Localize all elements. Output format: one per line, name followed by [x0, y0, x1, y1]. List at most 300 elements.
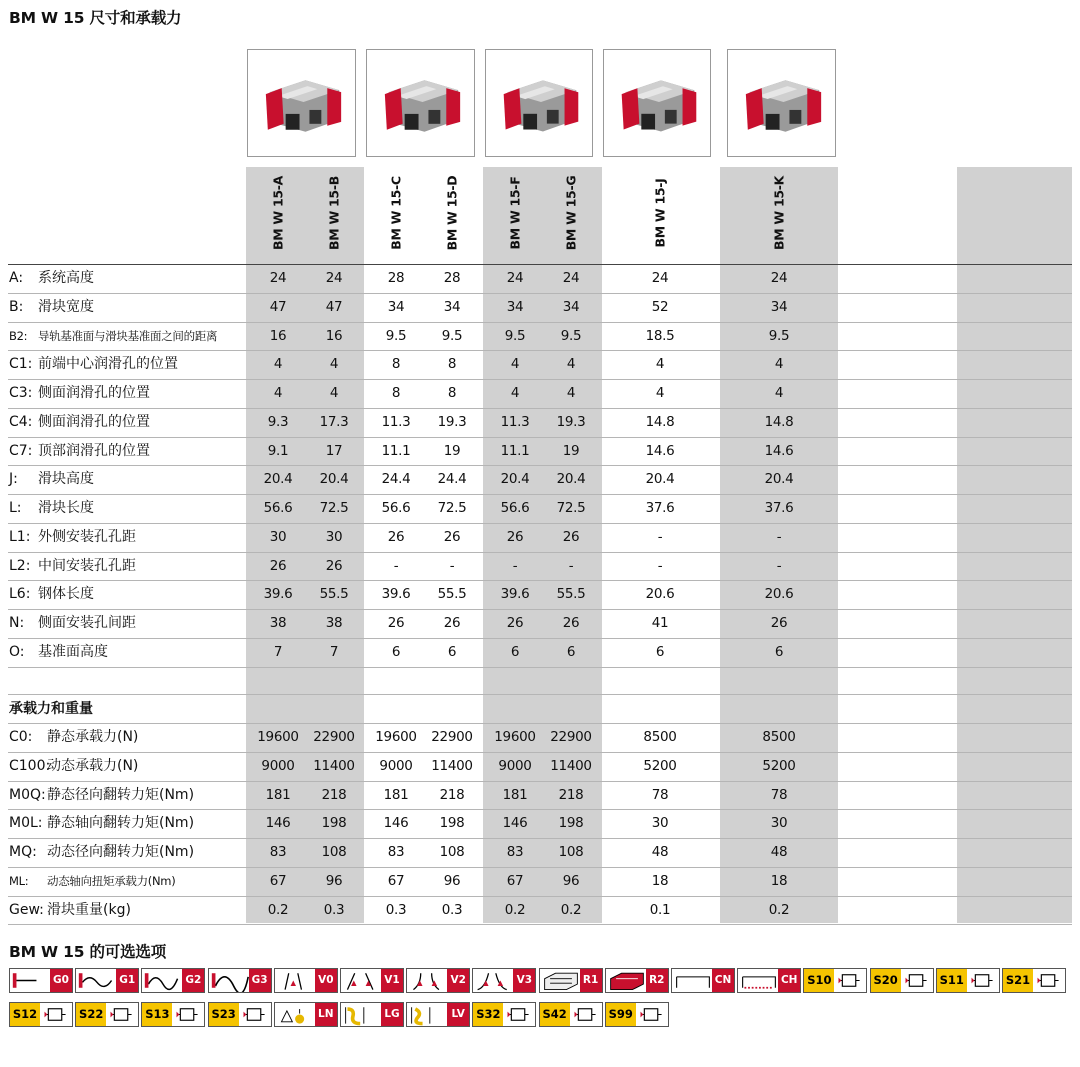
table-cell: 24.4 [437, 471, 467, 488]
table-cell: 17 [325, 442, 343, 459]
table-cell: 181 [383, 786, 409, 803]
table-cell: 20.6 [645, 586, 675, 603]
option-code: LN [315, 1003, 337, 1026]
table-cell: 72.5 [556, 500, 586, 516]
seal-icon [173, 1003, 203, 1026]
option-s21 [1002, 968, 1066, 993]
table-cell: 67 [387, 872, 405, 889]
table-cell: 56.6 [263, 500, 293, 516]
table-cell: 0.2 [504, 901, 526, 918]
row-code: C4: [9, 413, 33, 430]
row-code: L1: [9, 528, 31, 545]
option-symbol-icon [474, 969, 514, 992]
seal-icon [571, 1003, 601, 1026]
option-s10 [803, 968, 867, 993]
row-label [9, 752, 138, 780]
row-name: 顶部润滑孔的位置 [38, 442, 150, 459]
table-cell: 96 [443, 872, 461, 889]
table-cell: 24 [506, 270, 524, 286]
row-code: L6: [9, 586, 31, 603]
table-cell: 8500 [643, 729, 677, 745]
table-cell: 18 [651, 872, 669, 889]
table-cell: 18.5 [645, 327, 675, 344]
seal-icon [902, 969, 932, 992]
row-label [9, 867, 175, 895]
table-cell: 8500 [762, 729, 796, 745]
row-name: 外侧安装孔孔距 [38, 528, 136, 545]
option-s22 [75, 1002, 139, 1027]
table-cell: 22900 [313, 729, 355, 745]
linear-block-icon [248, 50, 357, 156]
table-cell: 8 [447, 356, 457, 373]
row-label [9, 838, 194, 866]
table-cell: 26 [506, 528, 524, 545]
table-cell: 19.3 [556, 413, 586, 430]
table-cell: 55.5 [437, 586, 467, 603]
linear-block-icon [486, 50, 594, 156]
option-v3 [472, 968, 536, 993]
row-label [9, 523, 136, 551]
option-symbol-icon [408, 969, 448, 992]
table-cell: 9.1 [267, 442, 289, 459]
table-cell: 38 [325, 615, 343, 631]
table-cell: 19600 [494, 729, 536, 745]
table-cell: 14.8 [645, 413, 675, 430]
option-symbol-icon [276, 1003, 316, 1026]
model-header [631, 168, 689, 258]
row-code: C1: [9, 356, 33, 373]
row-name: 前端中心润滑孔的位置 [38, 356, 178, 373]
row-code: N: [9, 615, 25, 631]
row-label [9, 781, 194, 809]
table-cell: 8 [391, 385, 401, 401]
row-code: C7: [9, 442, 33, 459]
option-code: R1 [580, 969, 602, 992]
table-cell: 37.6 [764, 500, 794, 516]
table-cell: 20.4 [263, 471, 293, 488]
table-cell: 8 [391, 356, 401, 373]
row-label [9, 580, 94, 608]
table-cell: 4 [273, 385, 283, 401]
model-header [423, 168, 481, 258]
table-cell: 4 [655, 356, 665, 373]
option-v1 [340, 968, 404, 993]
table-cell: 78 [651, 786, 669, 803]
table-cell: 0.2 [267, 901, 289, 918]
table-cell: 0.3 [385, 901, 407, 918]
row-name: 滑块重量(kg) [47, 901, 131, 918]
option-code: S23 [209, 1003, 239, 1026]
option-code: S32 [473, 1003, 503, 1026]
table-cell: 26 [562, 528, 580, 545]
table-cell: 0.3 [441, 901, 463, 918]
table-cell: 11.3 [381, 413, 411, 430]
model-label: BM W 15-D [444, 175, 460, 251]
option-v2 [406, 968, 470, 993]
table-cell: 30 [325, 528, 343, 545]
table-cell: 83 [269, 844, 287, 860]
table-cell: - [393, 557, 399, 574]
option-s99 [605, 1002, 669, 1027]
option-code: V2 [447, 969, 469, 992]
row-code: Gew: [9, 901, 44, 918]
model-label: BM W 15-G [563, 175, 579, 251]
table-cell: 19600 [257, 729, 299, 745]
row-label [9, 379, 150, 407]
table-cell: 14.6 [645, 442, 675, 459]
row-name: 动态轴向扭矩承载力(Nm) [47, 873, 176, 888]
option-symbol-icon [276, 969, 316, 992]
row-label [9, 896, 131, 924]
row-label [9, 809, 194, 837]
table-cell: 7 [273, 643, 283, 660]
row-label [9, 723, 138, 751]
row-code: C3: [9, 385, 33, 401]
table-cell: 26 [325, 557, 343, 574]
table-cell: 146 [265, 815, 291, 832]
option-s12 [9, 1002, 73, 1027]
row-name: 侧面润滑孔的位置 [38, 385, 150, 401]
table-cell: 96 [562, 872, 580, 889]
option-g3 [208, 968, 272, 993]
row-label [9, 408, 150, 436]
table-cell: 198 [321, 815, 347, 832]
table-cell: 22900 [431, 729, 473, 745]
table-cell: 17.3 [319, 413, 349, 430]
table-cell: 83 [387, 844, 405, 860]
row-code: M0Q: [9, 786, 46, 803]
row-name: 基准面高度 [38, 643, 108, 660]
option-code: LV [447, 1003, 469, 1026]
table-cell: 9000 [379, 757, 413, 774]
table-cell: 19600 [375, 729, 417, 745]
table-cell: 9000 [261, 757, 295, 774]
table-cell: - [657, 528, 663, 545]
table-cell: 67 [506, 872, 524, 889]
option-cn [671, 968, 735, 993]
model-label: BM W 15-F [507, 176, 523, 250]
table-cell: 37.6 [645, 500, 675, 516]
table-cell: 0.3 [323, 901, 345, 918]
option-code: S20 [871, 969, 901, 992]
table-cell: 78 [770, 786, 788, 803]
option-code: S21 [1003, 969, 1033, 992]
table-cell: 146 [502, 815, 528, 832]
table-cell: 108 [321, 844, 347, 860]
table-cell: 146 [383, 815, 409, 832]
row-label [9, 465, 94, 493]
table-cell: 9000 [498, 757, 532, 774]
row-label [9, 293, 94, 321]
table-cell: 47 [269, 298, 287, 315]
table-cell: 4 [774, 385, 784, 401]
model-label: BM W 15-A [270, 175, 286, 251]
option-code: G3 [249, 969, 271, 992]
model-header [249, 168, 307, 258]
seal-icon [835, 969, 865, 992]
table-cell: 218 [558, 786, 584, 803]
linear-block-icon [728, 50, 837, 156]
table-cell: 108 [558, 844, 584, 860]
table-cell: 72.5 [437, 500, 467, 516]
table-cell: 108 [439, 844, 465, 860]
table-cell: 24 [562, 270, 580, 286]
option-symbol-icon [77, 969, 117, 992]
table-cell: 24 [325, 270, 343, 286]
table-cell: 26 [443, 528, 461, 545]
table-cell: 30 [651, 815, 669, 832]
table-cell: 26 [269, 557, 287, 574]
table-cell: 9.3 [267, 413, 289, 430]
option-s23 [208, 1002, 272, 1027]
table-cell: 4 [273, 356, 283, 373]
table-cell: 6 [655, 643, 665, 660]
table-cell: 30 [770, 815, 788, 832]
option-code: S42 [540, 1003, 570, 1026]
option-lv [406, 1002, 470, 1027]
model-label: BM W 15-J [652, 178, 668, 248]
product-image-box [603, 49, 711, 157]
option-code: S12 [10, 1003, 40, 1026]
seal-icon [968, 969, 998, 992]
table-cell: 20.6 [764, 586, 794, 603]
page-title: BM W 15 尺寸和承载力 [9, 9, 182, 27]
table-cell: 4 [566, 356, 576, 373]
row-label [9, 609, 136, 637]
table-cell: 8 [447, 385, 457, 401]
table-cell: 28 [443, 270, 461, 286]
table-cell: 26 [443, 615, 461, 631]
option-s13 [141, 1002, 205, 1027]
model-header [305, 168, 363, 258]
table-cell: 11.1 [381, 442, 411, 459]
row-label [9, 552, 136, 580]
table-cell: 11.3 [500, 413, 530, 430]
table-cell: 6 [447, 643, 457, 660]
option-ln [274, 1002, 338, 1027]
row-name: 动态径向翻转力矩(Nm) [47, 844, 195, 860]
table-cell: 19 [562, 442, 580, 459]
table-cell: 218 [439, 786, 465, 803]
table-cell: 7 [329, 643, 339, 660]
row-label [9, 494, 94, 522]
option-code: LG [381, 1003, 403, 1026]
table-cell: 20.4 [764, 471, 794, 488]
table-cell: 20.4 [319, 471, 349, 488]
table-cell: 83 [506, 844, 524, 860]
model-header [542, 168, 600, 258]
option-symbol-icon [541, 969, 581, 992]
table-cell: 6 [510, 643, 520, 660]
table-cell: 39.6 [381, 586, 411, 603]
table-cell: 67 [269, 872, 287, 889]
table-cell: - [657, 557, 663, 574]
model-header [486, 168, 544, 258]
row-code: MQ: [9, 844, 37, 860]
table-cell: 22900 [550, 729, 592, 745]
table-cell: 20.4 [645, 471, 675, 488]
table-cell: 18 [770, 872, 788, 889]
row-name: 滑块宽度 [38, 298, 94, 315]
product-image-box [485, 49, 593, 157]
model-header [367, 168, 425, 258]
row-name: 系统高度 [38, 270, 94, 286]
linear-block-icon [604, 50, 712, 156]
table-cell: 52 [651, 298, 669, 315]
table-cell: 38 [269, 615, 287, 631]
option-code: G0 [50, 969, 72, 992]
row-code: O: [9, 643, 25, 660]
table-cell: 41 [651, 615, 669, 631]
option-g1 [75, 968, 139, 993]
row-name: 动态承载力(N) [47, 757, 139, 774]
option-code: G1 [116, 969, 138, 992]
option-symbol-icon [342, 969, 382, 992]
seal-icon [637, 1003, 667, 1026]
table-cell: 9.5 [560, 327, 582, 344]
table-cell: 14.6 [764, 442, 794, 459]
option-g0 [9, 968, 73, 993]
row-name: 静态承载力(N) [47, 729, 139, 745]
row-divider [8, 694, 1072, 695]
option-code: S22 [76, 1003, 106, 1026]
seal-icon [107, 1003, 137, 1026]
table-cell: 14.8 [764, 413, 794, 430]
row-code: C100: [9, 757, 51, 774]
option-symbol-icon [210, 969, 250, 992]
table-cell: 6 [391, 643, 401, 660]
table-cell: 11400 [550, 757, 592, 774]
row-label [9, 322, 217, 350]
table-cell: 9.5 [385, 327, 407, 344]
option-s32 [472, 1002, 536, 1027]
row-code: ML: [9, 873, 29, 888]
table-cell: 26 [387, 528, 405, 545]
product-image-box [247, 49, 356, 157]
product-image-box [366, 49, 475, 157]
option-code: S99 [606, 1003, 636, 1026]
table-cell: 218 [321, 786, 347, 803]
table-cell: 4 [510, 356, 520, 373]
table-cell: 34 [443, 298, 461, 315]
row-name: 滑块长度 [38, 500, 94, 516]
option-code: V3 [513, 969, 535, 992]
table-cell: 11.1 [500, 442, 530, 459]
table-cell: 39.6 [500, 586, 530, 603]
table-cell: 5200 [643, 757, 677, 774]
table-cell: 26 [387, 615, 405, 631]
table-cell: 24 [269, 270, 287, 286]
table-cell: 96 [325, 872, 343, 889]
table-cell: 47 [325, 298, 343, 315]
table-cell: 55.5 [319, 586, 349, 603]
table-cell: 4 [510, 385, 520, 401]
option-code: S10 [804, 969, 834, 992]
option-lg [340, 1002, 404, 1027]
option-code: V1 [381, 969, 403, 992]
table-cell: 181 [502, 786, 528, 803]
option-r1 [539, 968, 603, 993]
table-cell: 6 [566, 643, 576, 660]
table-cell: 0.1 [649, 901, 671, 918]
row-code: B2: [9, 328, 28, 343]
table-cell: 4 [655, 385, 665, 401]
option-code: R2 [646, 969, 668, 992]
table-cell: - [512, 557, 518, 574]
seal-icon [504, 1003, 534, 1026]
option-s42 [539, 1002, 603, 1027]
table-cell: 0.2 [560, 901, 582, 918]
table-cell: 34 [387, 298, 405, 315]
row-label [9, 350, 178, 378]
table-cell: 198 [558, 815, 584, 832]
row-divider [8, 924, 1072, 925]
option-symbol-icon [143, 969, 183, 992]
options-title: BM W 15 的可选选项 [9, 943, 166, 961]
table-cell: 19.3 [437, 413, 467, 430]
option-code: CH [778, 969, 800, 992]
table-cell: 39.6 [263, 586, 293, 603]
table-cell: 72.5 [319, 500, 349, 516]
option-symbol-icon [408, 1003, 448, 1026]
table-cell: - [776, 557, 782, 574]
table-cell: 28 [387, 270, 405, 286]
table-cell: 48 [651, 844, 669, 860]
table-cell: 34 [562, 298, 580, 315]
option-ch [737, 968, 801, 993]
option-r2 [605, 968, 669, 993]
option-g2 [141, 968, 205, 993]
table-cell: 20.4 [500, 471, 530, 488]
row-code: A: [9, 270, 24, 286]
model-label: BM W 15-B [326, 176, 342, 250]
table-cell: 48 [770, 844, 788, 860]
table-cell: - [776, 528, 782, 545]
row-label [9, 264, 94, 292]
row-code: M0L: [9, 815, 43, 832]
option-code: G2 [182, 969, 204, 992]
table-cell: 9.5 [768, 327, 790, 344]
option-s20 [870, 968, 934, 993]
row-name: 侧面安装孔间距 [38, 615, 136, 631]
seal-icon [1034, 969, 1064, 992]
row-name: 滑块高度 [38, 471, 94, 488]
table-cell: 4 [566, 385, 576, 401]
product-image-box [727, 49, 836, 157]
row-code: L: [9, 500, 22, 516]
table-cell: 16 [269, 327, 287, 344]
row-name: 静态径向翻转力矩(Nm) [47, 786, 195, 803]
table-cell: 4 [329, 356, 339, 373]
table-cell: 26 [506, 615, 524, 631]
table-cell: 6 [774, 643, 784, 660]
table-cell: 24 [651, 270, 669, 286]
table-cell: 5200 [762, 757, 796, 774]
option-code: S11 [937, 969, 967, 992]
option-symbol-icon [739, 969, 779, 992]
table-cell: 56.6 [381, 500, 411, 516]
row-code: L2: [9, 557, 31, 574]
table-cell: 4 [774, 356, 784, 373]
table-cell: 24.4 [381, 471, 411, 488]
table-cell: 34 [506, 298, 524, 315]
option-code: S13 [142, 1003, 172, 1026]
row-name: 导轨基准面与滑块基准面之间的距离 [38, 328, 218, 343]
row-label [9, 638, 108, 666]
model-header [750, 168, 808, 258]
option-s11 [936, 968, 1000, 993]
table-cell: 9.5 [504, 327, 526, 344]
